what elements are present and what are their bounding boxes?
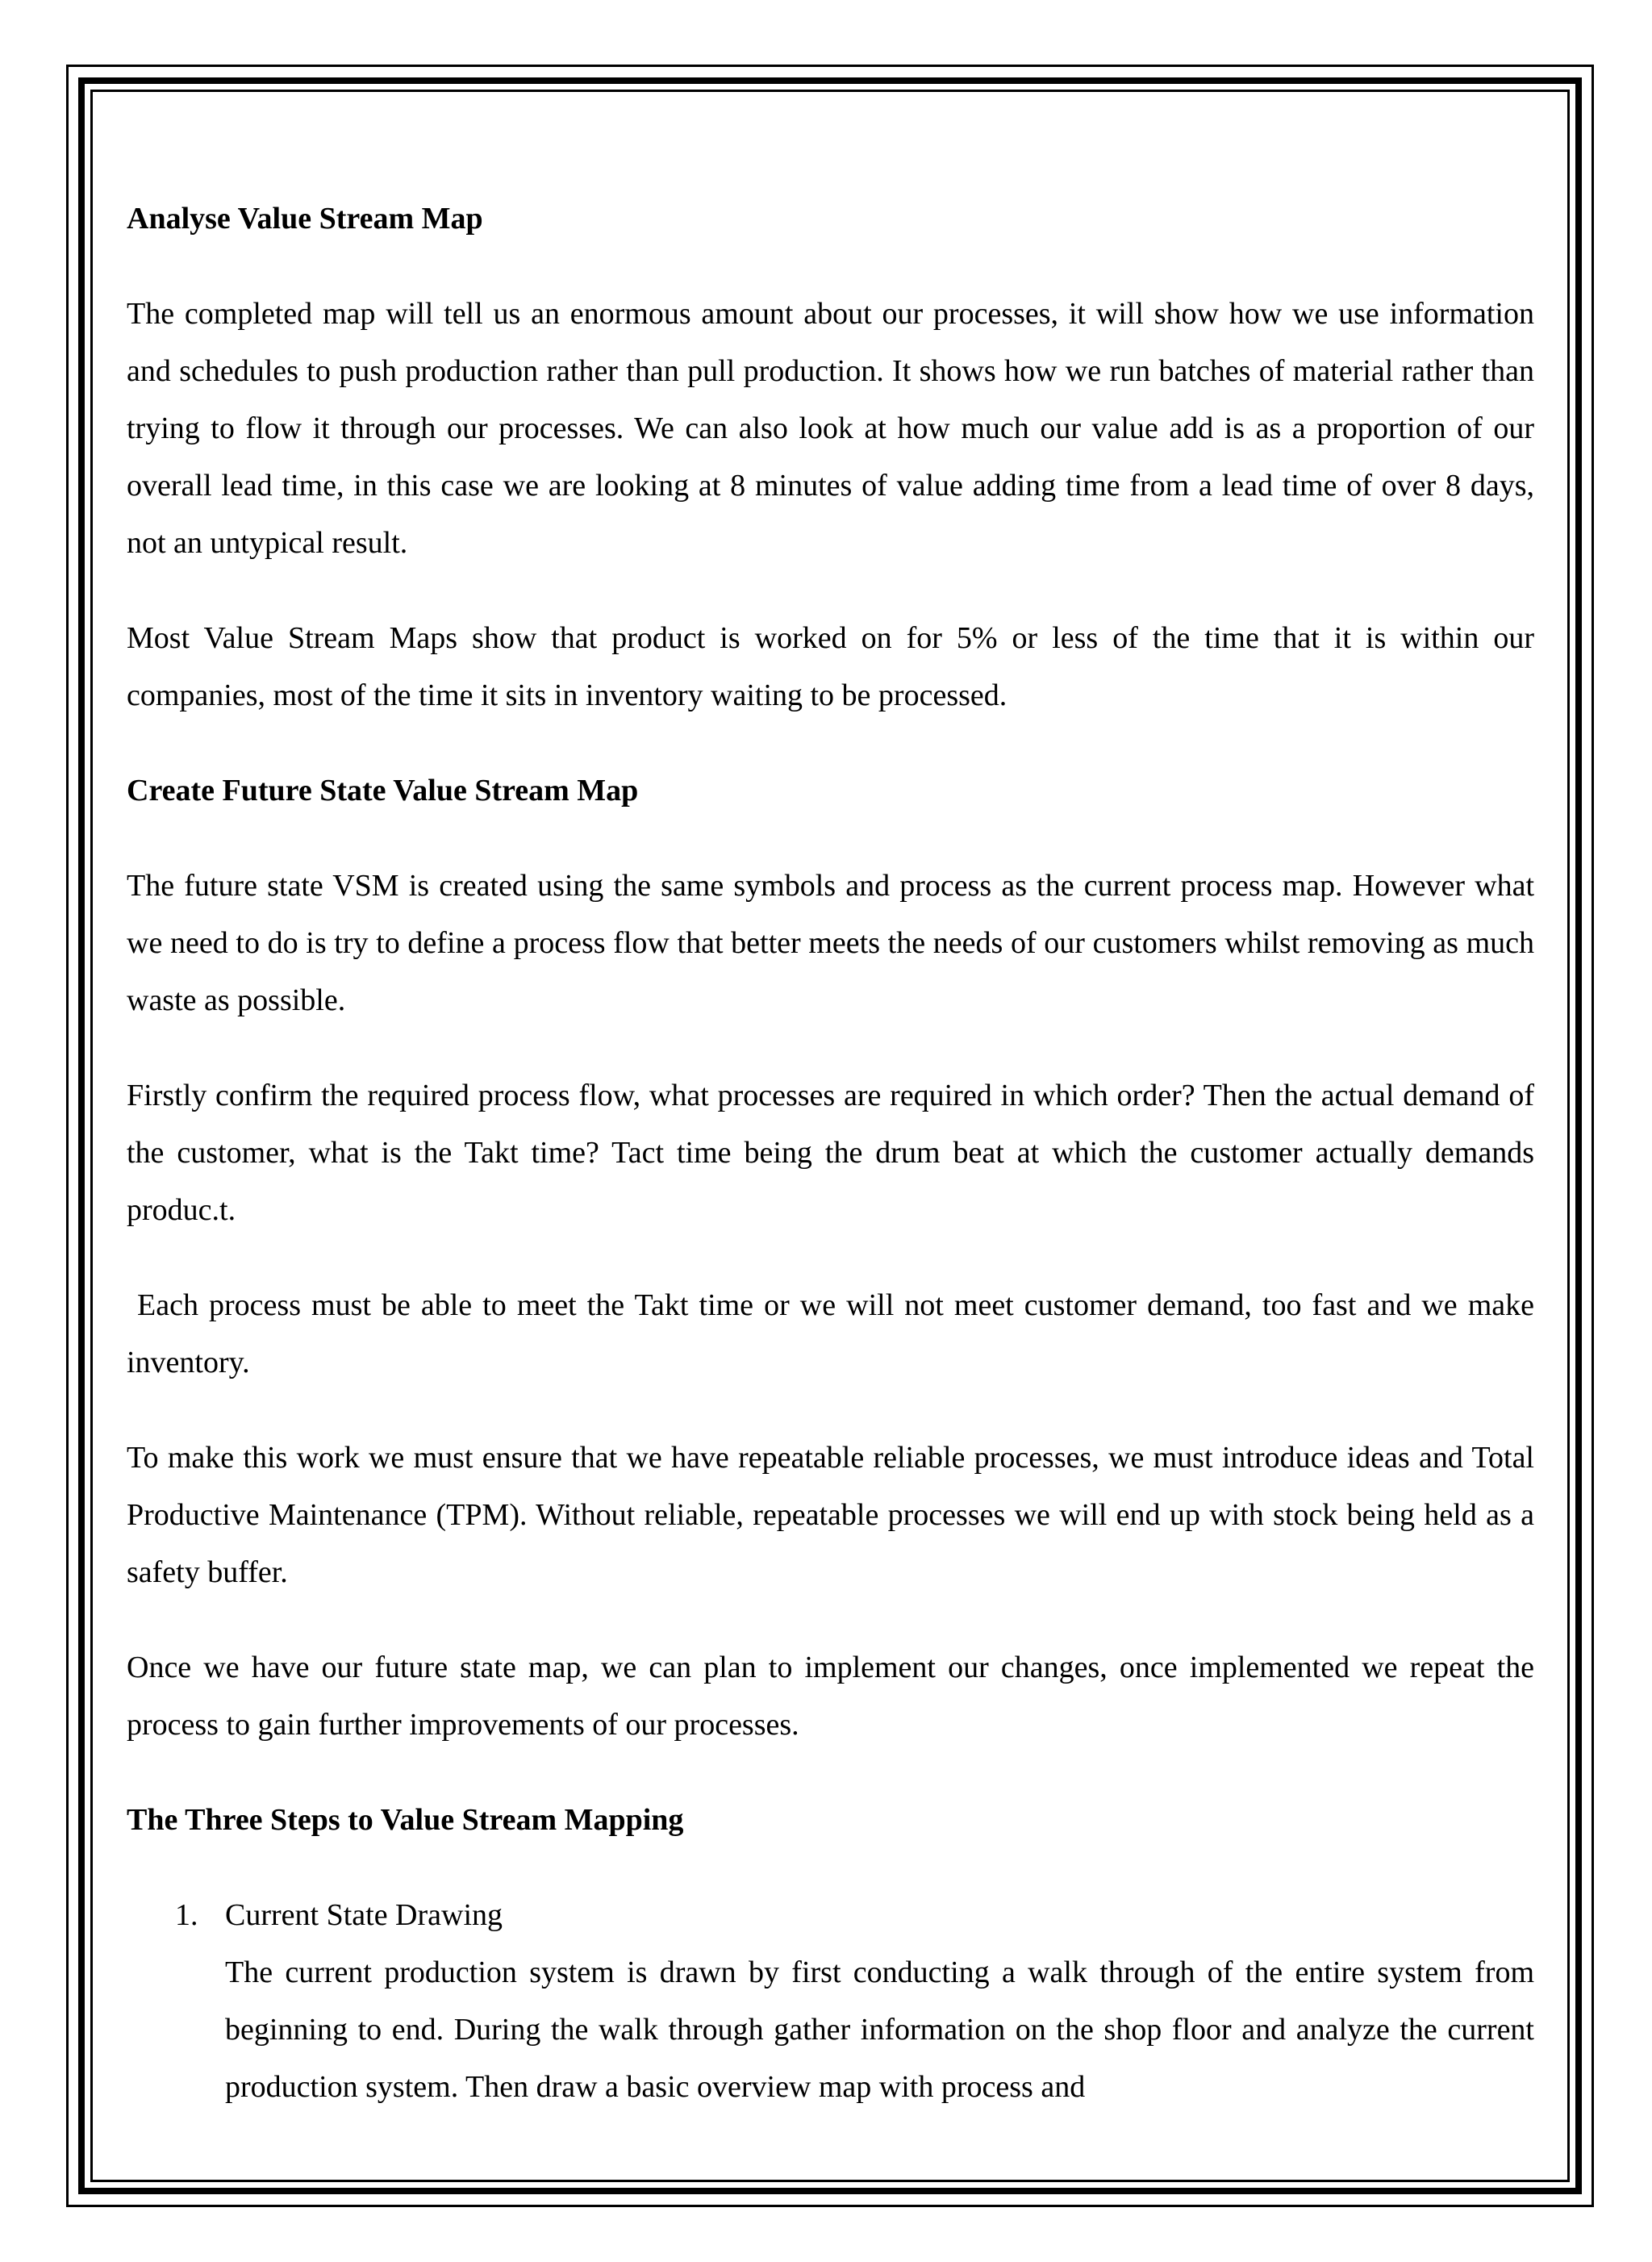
list-item-number: 1. [175, 1898, 198, 1932]
paragraph: To make this work we must ensure that we have repeatable reliable processes, we must introduce ideas and Total Productive Maintenance (TPM). Without reliable, repeatable processes we will end up with stock being held as a safety buffer. [127, 1441, 1534, 1589]
paragraph: The completed map will tell us an enormous amount about our processes, it will show how we use information and schedules to push production rather than pull production. It shows how we run batches of material rather than trying to flow it through our processes. We can also look at how much our value add is as a proportion of our overall lead time, in this case we are looking at 8 minutes of value adding time from a lead time of over 8 days, not an untypical result. [127, 297, 1534, 560]
paragraph: The future state VSM is created using the same symbols and process as the current process map. However what we need to do is try to define a process flow that better meets the needs of our customers whilst removing as much waste as possible. [127, 869, 1534, 1017]
section-heading-future-state: Create Future State Value Stream Map [127, 774, 639, 808]
paragraph: Each process must be able to meet the Takt time or we will not meet customer demand, too fast and we make inventory. [127, 1288, 1542, 1379]
list-item [127, 1887, 1534, 2116]
steps-list [127, 1887, 1534, 2116]
document-body [127, 190, 1542, 2116]
section-heading-analyse: Analyse Value Stream Map [127, 202, 483, 236]
list-item-title: Current State Drawing [225, 1898, 503, 1932]
paragraph: Once we have our future state map, we can plan to implement our changes, once implemented we repeat the process to gain further improvements of our processes. [127, 1651, 1534, 1742]
list-item-body: The current production system is drawn by first conducting a walk through of the entire system from beginning to end. During the walk through gather information on the shop floor and analyze the current production system. Then draw a basic overview map with process and [225, 1955, 1534, 2104]
paragraph: Firstly confirm the required process flow, what processes are required in which order? Then the actual demand of the customer, what is the Takt time? Tact time being the drum beat at which the customer actually demands produc.t. [127, 1079, 1534, 1227]
paragraph: Most Value Stream Maps show that product is worked on for 5% or less of the time that it is within our companies, most of the time it sits in inventory waiting to be processed. [127, 621, 1534, 712]
section-heading-three-steps: The Three Steps to Value Stream Mapping [127, 1803, 684, 1837]
